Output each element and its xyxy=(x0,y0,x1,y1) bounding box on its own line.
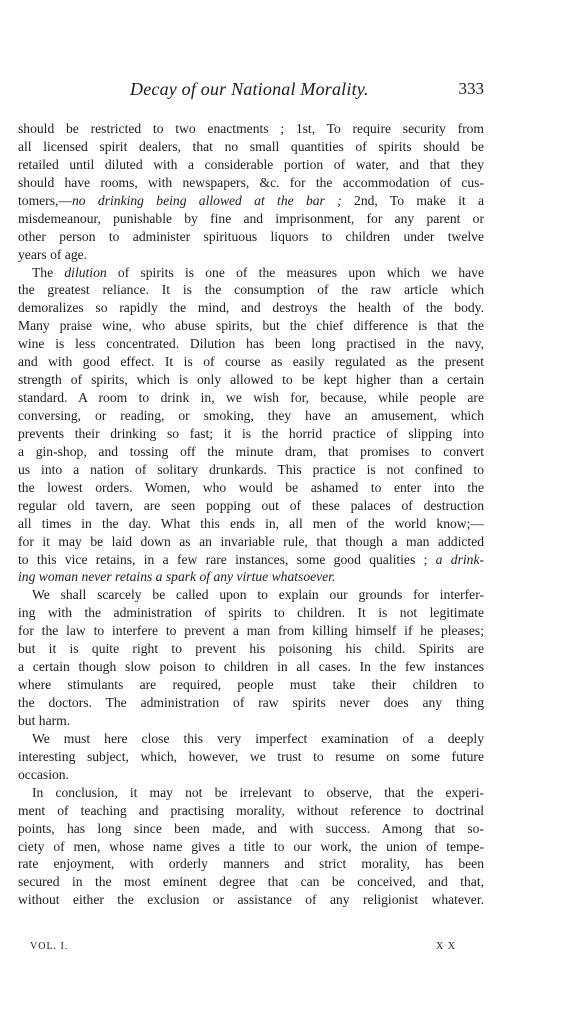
italic-run: no drinking being allowed at the bar ; xyxy=(72,192,342,208)
text-line xyxy=(18,264,484,282)
text-line xyxy=(18,192,484,210)
text-line: the lowest orders. Women, who would be ashamed to enter into the xyxy=(18,479,484,495)
text-line: but it is quite right to prevent his poisoning his child. Spirits are xyxy=(18,641,484,657)
text-line: all times in the day. What this ends in, all men of the world know;— xyxy=(18,515,484,531)
text-line: regular old tavern, are seen popping out of these palaces of destruction xyxy=(18,497,484,513)
italic-run: a drink- xyxy=(435,551,484,567)
text-line: points, has long since been made, and with success. Among that so- xyxy=(18,820,484,836)
text-line: and with good effect. It is of course as easily regulated as the present xyxy=(18,354,484,370)
text-line: all licensed spirit dealers, that no small quantities of spirits should be xyxy=(18,138,484,154)
text-line: years of age. xyxy=(18,246,88,262)
text-line: ciety of men, whose name gives a title to our work, the union of tempe- xyxy=(18,838,484,854)
text-line: the doctors. The administration of raw spirits never does any thing xyxy=(18,695,484,710)
text-line: ment of teaching and practising morality, without reference to doctrinal xyxy=(18,802,484,818)
text-line: a certain though slow poison to children in all cases. In the few instances xyxy=(18,659,484,675)
italic-run: dilution xyxy=(64,264,107,280)
text-line: wine is less concentrated. Dilution has been long practised in the navy, xyxy=(18,336,484,352)
text-line: misdemeanour, punishable by fine and imprisonment, for any parent or xyxy=(18,210,484,226)
text-line: should have rooms, with newspapers, &c. for the accommodation of cus- xyxy=(18,174,484,190)
body-text xyxy=(18,120,484,909)
volume-mark: VOL. I. xyxy=(30,941,69,952)
text-line: conversing, or reading, or smoking, they have an amusement, which xyxy=(18,408,484,423)
text-run: The xyxy=(32,264,65,280)
text-line: us into a nation of solitary drunkards. This practice is not confined to xyxy=(18,461,484,477)
text-line: the greatest reliance. It is the consumption of the raw article which xyxy=(18,282,484,298)
text-line xyxy=(18,568,484,586)
text-line: secured in the most eminent degree that can be conceived, and that, xyxy=(18,874,484,890)
page-number: 333 xyxy=(458,79,484,98)
text-line: without either the exclusion or assistance of any religionist whatever. xyxy=(18,892,484,908)
text-run: for it may be laid down as an invariable rule, that though a man addicted xyxy=(18,533,484,549)
text-line: prevents their drinking so fast; it is the horrid practice of slipping into xyxy=(18,425,484,441)
text-line: In conclusion, it may not be irrelevant to observe, that the experi- xyxy=(32,784,484,800)
text-line: occasion. xyxy=(18,766,69,782)
text-run: to this vice retains, in a few rare instances, some good qualities ; xyxy=(18,551,436,567)
text-line: strength of spirits, which is only allowed to be kept higher than a certain xyxy=(18,372,484,388)
text-line: We must here close this very imperfect examination of a deeply xyxy=(32,730,484,746)
text-line: other person to administer spirituous liquors to children under twelve xyxy=(18,228,484,244)
signature-mark: X X xyxy=(436,941,456,952)
text-line: demoralizes so rapidly the mind, and destroys the health of the body. xyxy=(18,300,484,316)
text-line: a gin-shop, and tossing off the minute dram, that promises to convert xyxy=(18,443,484,459)
text-line: but harm. xyxy=(18,712,71,728)
text-line: for the law to interfere to prevent a man from killing himself if he pleases; xyxy=(18,623,484,639)
page-footer xyxy=(30,941,470,957)
text-run: of spirits is one of the measures upon which we have xyxy=(106,264,484,280)
text-line: where stimulants are required, people must take their children to xyxy=(18,677,484,693)
text-line: interesting subject, which, however, we trust to resume on some future xyxy=(18,748,484,764)
text-line: should be restricted to two enactments ; 1st, To require security from xyxy=(18,121,484,136)
text-line: ing with the administration of spirits to children. It is not legitimate xyxy=(18,605,484,621)
text-run: 2nd, To make it a xyxy=(341,192,484,208)
text-line xyxy=(18,533,484,551)
text-line: We shall scarcely be called upon to explain our grounds for interfer- xyxy=(32,587,484,603)
text-run: tomers,— xyxy=(18,192,72,208)
italic-run: ing woman never retains a spark of any virtue whatsoever. xyxy=(18,569,336,585)
text-line: Many praise wine, who abuse spirits, but the chief difference is that the xyxy=(18,318,484,334)
text-line: rate enjoyment, with orderly manners and strict morality, has been xyxy=(18,856,484,872)
page-header xyxy=(18,79,484,103)
text-line xyxy=(18,551,484,569)
text-line: retailed until diluted with a considerable portion of water, and that they xyxy=(18,156,484,172)
text-line: standard. A room to drink in, we wish for, because, while people are xyxy=(18,390,484,406)
running-title: Decay of our National Morality. xyxy=(130,79,369,99)
